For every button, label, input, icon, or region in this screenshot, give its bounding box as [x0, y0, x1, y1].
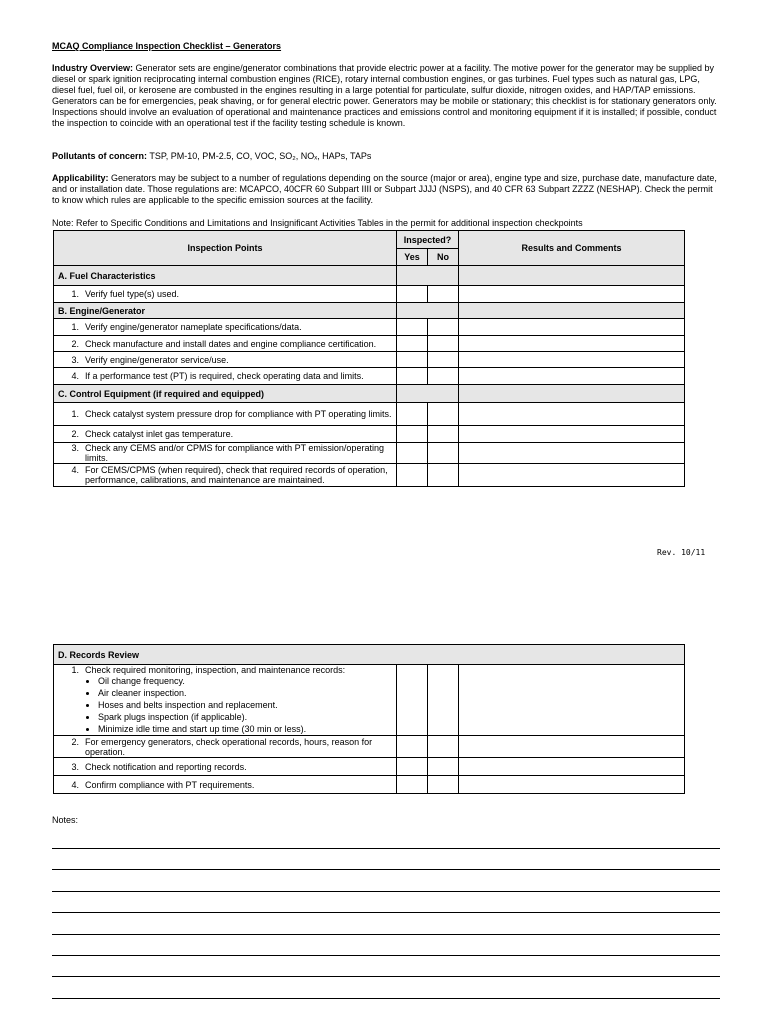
- yes-checkbox[interactable]: [397, 286, 428, 303]
- section-d: D. Records Review: [54, 645, 685, 665]
- comments-cell[interactable]: [459, 443, 685, 464]
- section-b: B. Engine/Generator: [54, 303, 397, 319]
- no-checkbox[interactable]: [428, 736, 459, 758]
- notes-line[interactable]: [52, 998, 720, 999]
- doc-title: MCAQ Compliance Inspection Checklist – Generators: [52, 41, 282, 51]
- item-d4: Confirm compliance with PT requirements.: [85, 779, 255, 790]
- item-a1: Verify fuel type(s) used.: [85, 289, 180, 299]
- comments-cell[interactable]: [459, 319, 685, 336]
- comments-cell[interactable]: [459, 665, 685, 736]
- notes-line[interactable]: [52, 912, 720, 913]
- comments-cell[interactable]: [459, 352, 685, 368]
- item-c3: Check any CEMS and/or CPMS for compliance with PT emission/operating limits.: [85, 443, 384, 463]
- table-row: 3. Check notification and reporting records.: [54, 758, 685, 776]
- pollutants-label: Pollutants of concern:: [52, 151, 148, 161]
- overview-text: Generator sets are engine/generator combinations that provide electric power at a facility. The motive power for the generator may be supplied by diesel or spark ignition reciprocating internal combustion engines (RICE), rotary internal combustion engines, or gas turbines. Fuel types such as natural gas, LPG, diesel fuel, fuel oil, or kerosene are combusted in the engines resulting in a large potential for particulate, sulfur dioxide, nitrogen oxides, and HAP/TAP emissions. Generators can be for emergencies, peak shaving, or for general electric power. Generators may be mobile or stationary; this checklist is for stationary generators only. Inspections should involve an evaluation of operational and maintenance practices and emissions control and monitoring equipment if it is installed; if possible, conduct the inspection to coincide with an operational test if the facility testing schedule is known.: [52, 63, 717, 128]
- header-no: No: [428, 249, 459, 266]
- section-a: A. Fuel Characteristics: [54, 266, 397, 286]
- yes-checkbox[interactable]: [397, 758, 428, 776]
- notes-label: Notes:: [52, 815, 79, 825]
- yes-checkbox[interactable]: [397, 319, 428, 336]
- comments-cell[interactable]: [459, 464, 685, 487]
- notes-line[interactable]: [52, 976, 720, 977]
- no-checkbox[interactable]: [428, 426, 459, 443]
- item-c4: For CEMS/CPMS (when required), check that required records of operation, performance, calibrations, and maintenance are maintained.: [85, 465, 388, 485]
- comments-cell[interactable]: [459, 776, 685, 794]
- header-inspection-points: Inspection Points: [54, 231, 397, 266]
- no-checkbox[interactable]: [428, 758, 459, 776]
- item-b3: Verify engine/generator service/use.: [85, 354, 229, 365]
- comments-cell[interactable]: [459, 403, 685, 426]
- item-b4: If a performance test (PT) is required, check operating data and limits.: [85, 371, 364, 381]
- table-row: 4. Confirm compliance with PT requirements.: [54, 776, 685, 794]
- pollutants-text: TSP, PM-10, PM-2.5, CO, VOC, SO₂, NOₓ, HAPs, TAPs: [149, 151, 372, 161]
- item-c1: Check catalyst system pressure drop for compliance with PT operating limits.: [85, 409, 392, 419]
- applicability-text: Generators may be subject to a number of regulations depending on the source (major or area), engine type and size, purchase date, manufacture date, and or installation date. Those regulations are: MCAPCO, 40CFR 60 Subpart IIII or Subpart JJJJ (NSPS), and 40 CFR 63 Subpart ZZZZ (NESHAP). Check the permit to know which rules are applicable to the specific emission sources at the facility.: [52, 173, 717, 205]
- table-row: 3. Check any CEMS and/or CPMS for compliance with PT emission/operating limits.: [54, 443, 685, 464]
- no-checkbox[interactable]: [428, 368, 459, 385]
- item-d1: Check required monitoring, inspection, and maintenance records:: [85, 665, 346, 675]
- header-results: Results and Comments: [459, 231, 685, 266]
- checklist-table-1: [53, 230, 685, 487]
- comments-cell[interactable]: [459, 426, 685, 443]
- header-inspected: Inspected?: [397, 231, 459, 249]
- item-c2: Check catalyst inlet gas temperature.: [85, 429, 234, 439]
- no-checkbox[interactable]: [428, 776, 459, 794]
- item-b1: Verify engine/generator nameplate specifications/data.: [85, 322, 302, 332]
- header-yes: Yes: [397, 249, 428, 266]
- table-row: 1. Verify fuel type(s) used.: [54, 286, 685, 303]
- no-checkbox[interactable]: [428, 352, 459, 368]
- table-row: 4. For CEMS/CPMS (when required), check that required records of operation, performance, calibrations, and maintenance are maintained.: [54, 464, 685, 487]
- no-checkbox[interactable]: [428, 336, 459, 352]
- yes-checkbox[interactable]: [397, 464, 428, 487]
- yes-checkbox[interactable]: [397, 403, 428, 426]
- table-row: 1. Check required monitoring, inspection, and maintenance records: • Oil change frequency. • Air cleaner inspection. • Hoses and belts inspection and replacement. • Spark plugs inspection (if applicable). • Minimize idle time and start up time (30 min or less).: [54, 665, 685, 736]
- yes-checkbox[interactable]: [397, 426, 428, 443]
- no-checkbox[interactable]: [428, 443, 459, 464]
- comments-cell[interactable]: [459, 336, 685, 352]
- comments-cell[interactable]: [459, 736, 685, 758]
- table-row: 2. For emergency generators, check operational records, hours, reason for operation.: [54, 736, 685, 758]
- checklist-table-2: [53, 644, 685, 794]
- revision-label: Rev. 10/11: [657, 548, 706, 557]
- yes-checkbox[interactable]: [397, 776, 428, 794]
- yes-checkbox[interactable]: [397, 665, 428, 736]
- applicability: [52, 173, 722, 206]
- list-item: • Minimize idle time and start up time (30 min or less).: [98, 723, 392, 735]
- notes-line[interactable]: [52, 848, 720, 849]
- notes-line[interactable]: [52, 891, 720, 892]
- item-d2: For emergency generators, check operational records, hours, reason for operation.: [85, 736, 373, 757]
- table-row: 2. Check catalyst inlet gas temperature.: [54, 426, 685, 443]
- notes-line[interactable]: [52, 955, 720, 956]
- no-checkbox[interactable]: [428, 286, 459, 303]
- comments-cell[interactable]: [459, 286, 685, 303]
- list-item: • Oil change frequency.: [98, 675, 392, 687]
- no-checkbox[interactable]: [428, 665, 459, 736]
- no-checkbox[interactable]: [428, 319, 459, 336]
- table-row: 1. Check catalyst system pressure drop for compliance with PT operating limits.: [54, 403, 685, 426]
- table-row: 4. If a performance test (PT) is required, check operating data and limits.: [54, 368, 685, 385]
- list-item: • Air cleaner inspection.: [98, 687, 392, 699]
- overview-label: Industry Overview:: [52, 63, 134, 73]
- item-b2: Check manufacture and install dates and engine compliance certification.: [85, 338, 377, 349]
- records-bullet-list: [58, 675, 392, 735]
- item-d3: Check notification and reporting records.: [85, 761, 247, 772]
- industry-overview: [52, 63, 722, 129]
- table-row: 3. Verify engine/generator service/use.: [54, 352, 685, 368]
- yes-checkbox[interactable]: [397, 368, 428, 385]
- table-row: 2. Check manufacture and install dates and engine compliance certification.: [54, 336, 685, 352]
- list-item: • Hoses and belts inspection and replacement.: [98, 699, 392, 711]
- no-checkbox[interactable]: [428, 464, 459, 487]
- list-item: • Spark plugs inspection (if applicable).: [98, 711, 392, 723]
- permit-note: Note: Refer to Specific Conditions and Limitations and Insignificant Activities Tables in the permit for additional inspection checkpoints: [52, 218, 583, 228]
- yes-checkbox[interactable]: [397, 336, 428, 352]
- comments-cell[interactable]: [459, 758, 685, 776]
- pollutants: [52, 151, 722, 162]
- yes-checkbox[interactable]: [397, 352, 428, 368]
- table-row: 1. Verify engine/generator nameplate specifications/data.: [54, 319, 685, 336]
- no-checkbox[interactable]: [428, 403, 459, 426]
- yes-checkbox[interactable]: [397, 736, 428, 758]
- applicability-label: Applicability:: [52, 173, 109, 183]
- section-c: C. Control Equipment (if required and equipped): [54, 385, 397, 403]
- yes-checkbox[interactable]: [397, 443, 428, 464]
- comments-cell[interactable]: [459, 368, 685, 385]
- notes-line[interactable]: [52, 869, 720, 870]
- notes-line[interactable]: [52, 934, 720, 935]
